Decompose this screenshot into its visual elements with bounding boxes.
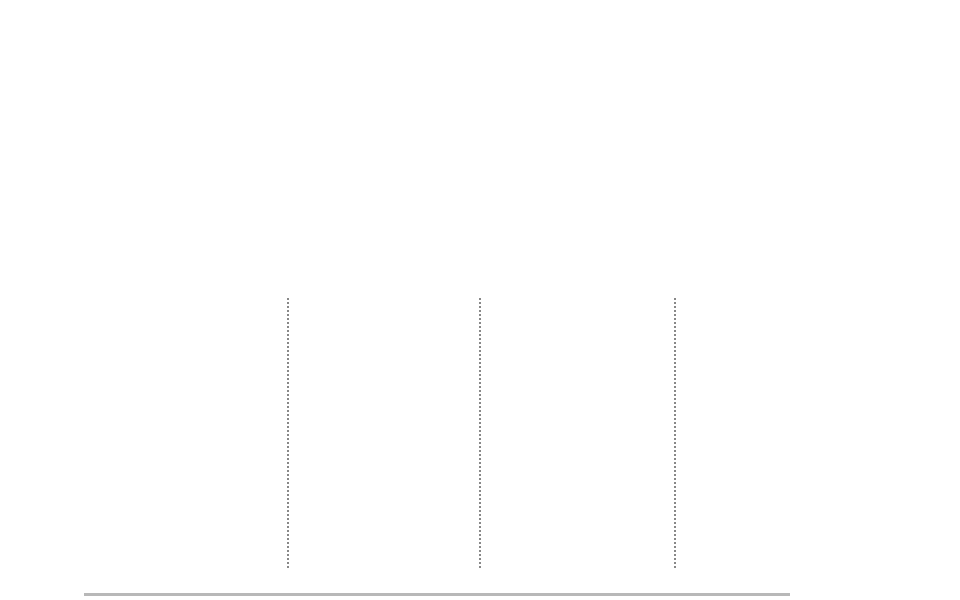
task-box-3 [507,312,641,552]
divider-2 [479,298,481,568]
phase-label-3 [480,180,660,266]
task-box-2 [315,312,449,552]
task-box-1 [123,312,257,552]
divider-3 [674,298,676,568]
phase-label-4 [682,180,862,266]
phase-label-2 [290,180,470,266]
task-box-4 [697,312,831,552]
footer-rule [84,593,790,596]
phase-label-1 [100,180,280,266]
divider-1 [287,298,289,568]
